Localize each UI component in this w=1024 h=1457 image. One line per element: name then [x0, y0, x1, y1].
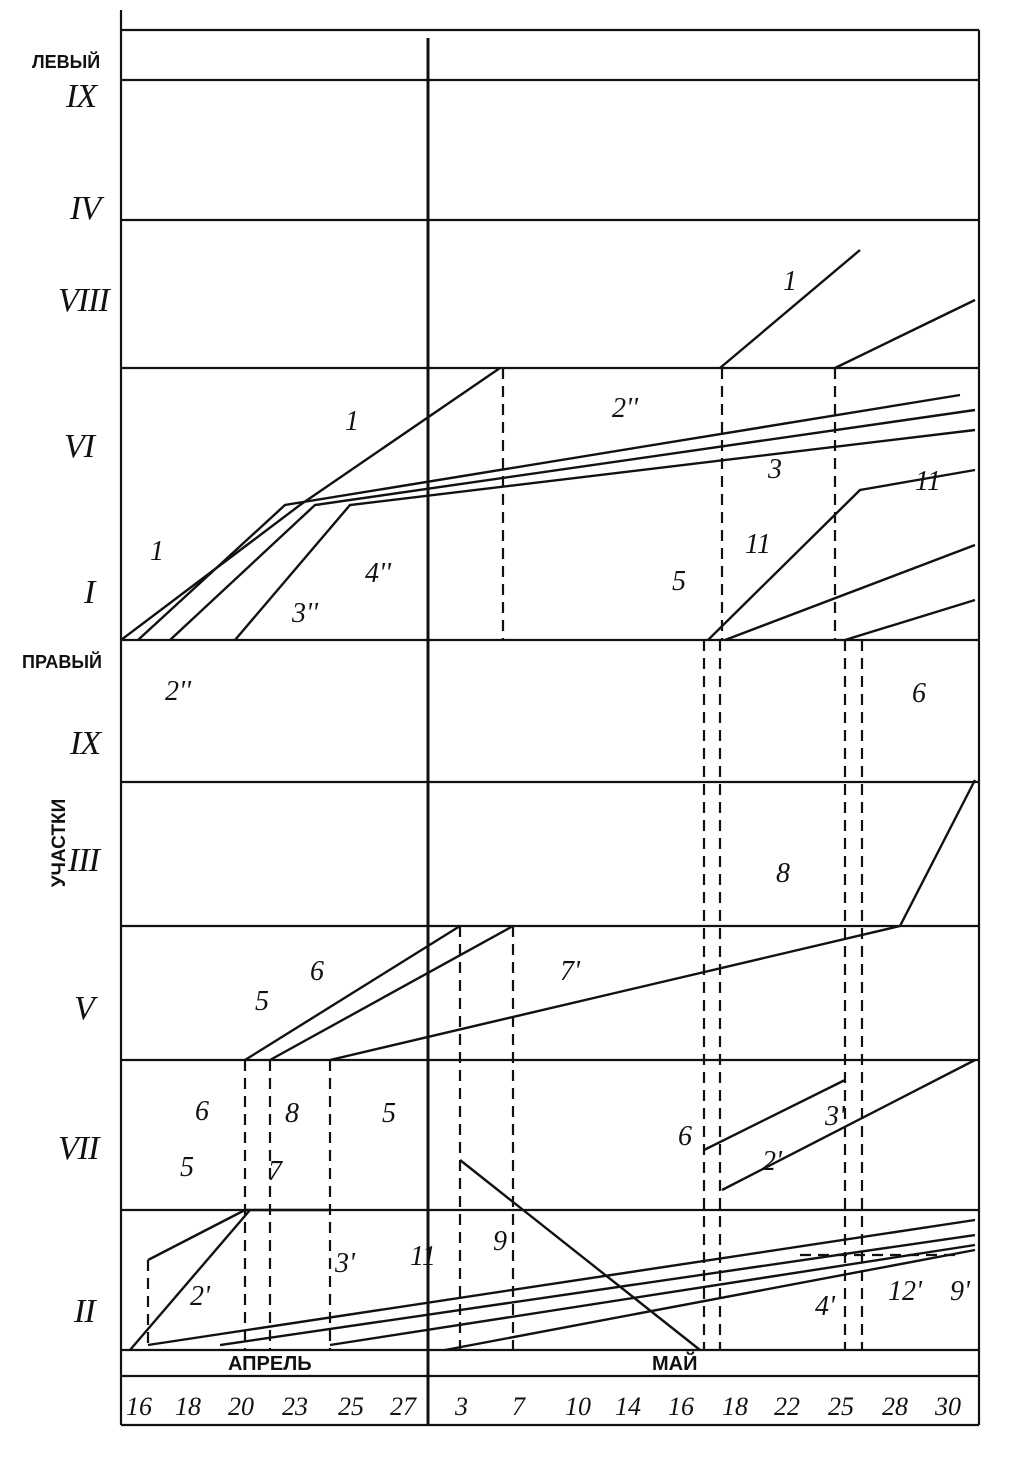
line-label: 11	[745, 529, 771, 560]
line-label: 6	[678, 1121, 692, 1152]
line-label: 7	[268, 1156, 282, 1187]
line-label: 1	[150, 536, 164, 567]
line-label: 8	[776, 858, 790, 889]
right-side-label: ПРАВЫЙ	[22, 652, 102, 672]
line-label: 5	[382, 1098, 396, 1129]
day-tick: 22	[774, 1392, 800, 1421]
line-label: 11	[915, 466, 941, 497]
day-tick: 20	[228, 1392, 254, 1421]
line-label: 2'	[762, 1146, 782, 1177]
flow-line	[835, 300, 975, 368]
sections-axis-label: УЧАСТКИ	[49, 798, 70, 888]
section-right-ix: IX	[70, 725, 101, 762]
line-label: 6	[195, 1096, 209, 1127]
line-label: 7'	[560, 956, 580, 987]
line-label: 5	[180, 1152, 194, 1183]
day-tick: 18	[175, 1392, 201, 1421]
day-tick: 14	[615, 1392, 641, 1421]
flow-line	[270, 926, 513, 1060]
line-label: 6	[912, 678, 926, 709]
section-right-ii: II	[74, 1293, 95, 1330]
section-left-i: I	[84, 574, 95, 611]
day-tick: 25	[338, 1392, 364, 1421]
line-label: 9'	[950, 1276, 970, 1307]
section-left-viii: VIII	[58, 282, 109, 319]
day-tick: 16	[668, 1392, 694, 1421]
day-tick: 3	[455, 1392, 468, 1421]
flow-line	[148, 1210, 245, 1260]
line-label: 5	[255, 986, 269, 1017]
line-label: 4''	[365, 558, 391, 589]
flow-line	[138, 395, 960, 640]
section-right-iii: III	[68, 842, 99, 879]
line-label: 2''	[165, 676, 191, 707]
day-tick: 10	[565, 1392, 591, 1421]
line-label: 5	[672, 566, 686, 597]
flow-line	[845, 600, 975, 640]
line-label: 6	[310, 956, 324, 987]
day-tick: 30	[935, 1392, 961, 1421]
line-label: 9	[493, 1226, 507, 1257]
day-tick: 7	[512, 1392, 525, 1421]
flow-line	[148, 1220, 975, 1345]
section-right-vii: VII	[58, 1130, 99, 1167]
day-tick: 18	[722, 1392, 748, 1421]
day-tick: 16	[126, 1392, 152, 1421]
flow-line	[704, 1080, 845, 1150]
line-label: 11	[410, 1241, 436, 1272]
line-label: 1	[783, 266, 797, 297]
section-left-iv: IV	[70, 190, 101, 227]
day-tick: 23	[282, 1392, 308, 1421]
line-label: 3''	[292, 598, 318, 629]
section-left-vi: VI	[64, 428, 95, 465]
line-label: 3'	[825, 1101, 845, 1132]
line-label: 4'	[815, 1291, 835, 1322]
line-label: 2'	[190, 1281, 210, 1312]
flow-line	[722, 1060, 975, 1190]
month-may: МАЙ	[652, 1353, 698, 1375]
line-label: 3'	[335, 1248, 355, 1279]
line-label: 3	[768, 454, 782, 485]
section-left-ix: IX	[66, 78, 97, 115]
day-tick: 25	[828, 1392, 854, 1421]
day-tick: 27	[390, 1392, 416, 1421]
line-label: 2''	[612, 393, 638, 424]
line-label: 8	[285, 1098, 299, 1129]
left-side-label: ЛЕВЫЙ	[32, 52, 101, 72]
month-april: АПРЕЛЬ	[228, 1353, 312, 1375]
day-tick: 28	[882, 1392, 908, 1421]
line-label: 12'	[888, 1276, 922, 1307]
line-label: 1	[345, 406, 359, 437]
flow-line	[235, 430, 975, 640]
section-right-v: V	[74, 990, 94, 1027]
